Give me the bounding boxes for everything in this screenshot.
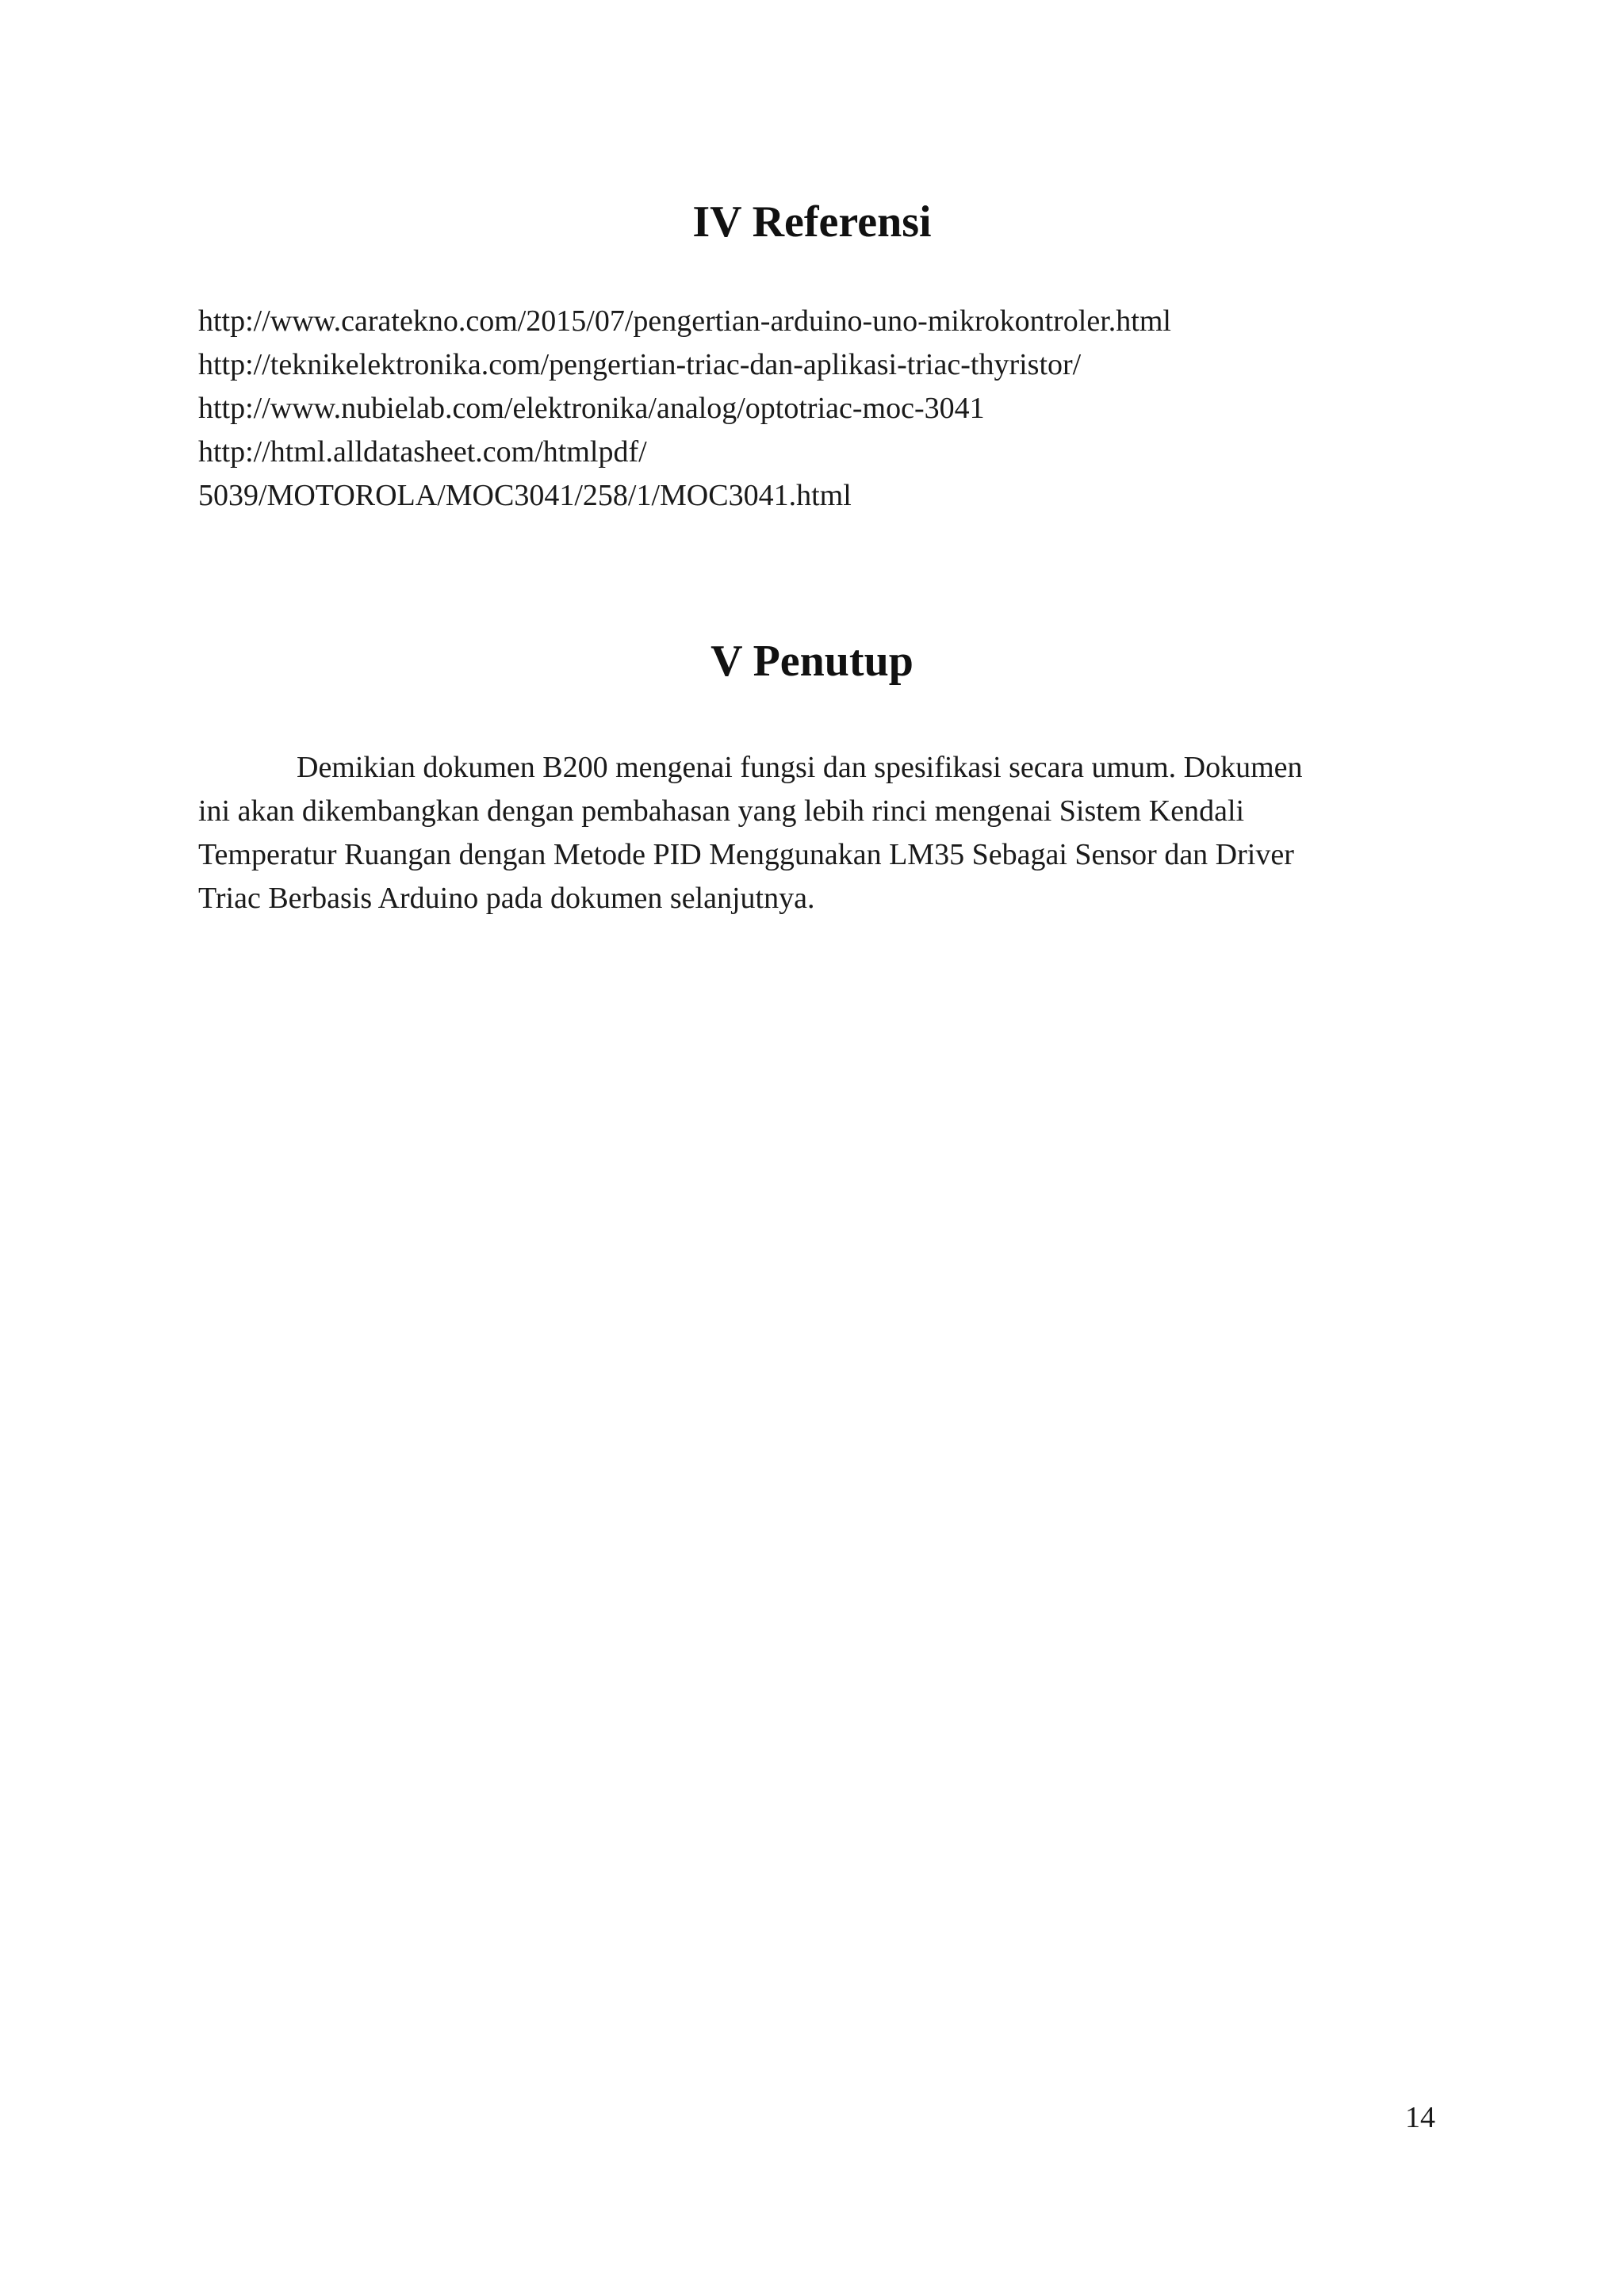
paragraph-line: Demikian dokumen B200 mengenai fungsi dan spesifikasi secara umum. Dokumen (297, 751, 1303, 784)
reference-item: http://www.nubielab.com/elektronika/analog/optotriac-moc-3041 (198, 392, 985, 425)
reference-item: http://teknikelektronika.com/pengertian-triac-dan-aplikasi-triac-thyristor/ (198, 348, 1082, 381)
paragraph-line: ini akan dikembangkan dengan pembahasan yang lebih rinci mengenai Sistem Kendali (198, 794, 1245, 828)
paragraph-line: Triac Berbasis Arduino pada dokumen selanjutnya. (198, 882, 815, 915)
paragraph-line: Temperatur Ruangan dengan Metode PID Menggunakan LM35 Sebagai Sensor dan Driver (198, 838, 1294, 871)
section-title-penutup: V Penutup (710, 637, 914, 686)
reference-item: 5039/MOTOROLA/MOC3041/258/1/MOC3041.html (198, 479, 852, 512)
reference-list (198, 300, 1435, 518)
reference-item: http://html.alldatasheet.com/htmlpdf/ (198, 435, 647, 469)
closing-paragraph (198, 746, 1435, 920)
reference-item: http://www.caratekno.com/2015/07/pengertian-arduino-uno-mikrokontroler.html (198, 304, 1171, 338)
page-number: 14 (1405, 2101, 1435, 2134)
section-title-referensi: IV Referensi (692, 197, 932, 247)
